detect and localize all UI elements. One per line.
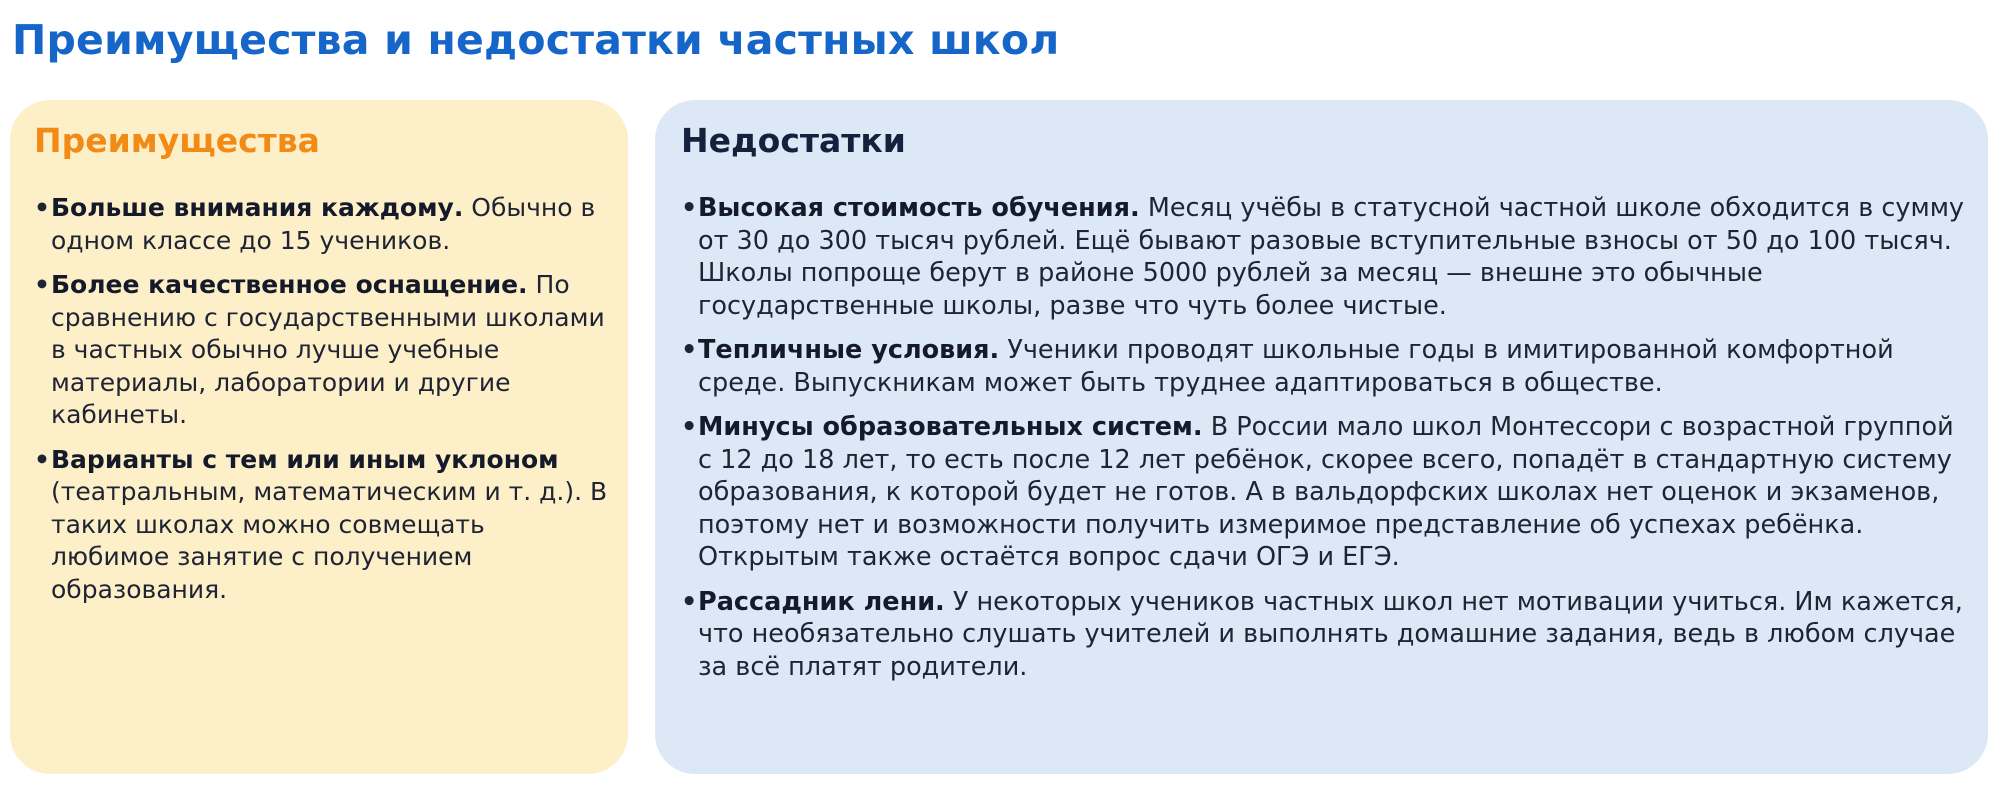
pros-heading: Преимущества (34, 121, 320, 160)
pros-item (34, 192, 610, 257)
item-text: (театральным, математическим и т. д.). В таких школах можно совмещать любимое занятие с получением образования. (51, 477, 608, 604)
bullet-icon: • (681, 586, 698, 617)
item-text: Месяц учёбы в статусной частной школе обходится в сумму от 30 до 300 тысяч рублей. Ещё бывают разовые вступительные взносы от 50 до 100 тысяч. Школы попроще берут в районе 5000 рублей за месяц — внешне это обычные государственные школы, разве что чуть более чистые. (698, 193, 1965, 321)
item-text: У некоторых учеников частных школ нет мотивации учиться. Им кажется, что необязательно слушать учителей и выполнять домашние задания, ведь в любом случае за всё платят родители. (698, 586, 1963, 682)
bullet-icon: • (681, 335, 698, 365)
item-text: Ученики проводят школьные годы в имитированной комфортной среде. Выпускникам может быть труднее адаптироваться в обществе. (698, 335, 1894, 398)
cons-item (681, 192, 1970, 322)
cons-heading: Недостатки (681, 121, 906, 160)
cons-item (681, 334, 1970, 399)
pros-item (34, 269, 610, 432)
cons-item (681, 411, 1970, 574)
item-lead: Тепличные условия. (698, 335, 1000, 365)
bullet-icon: • (34, 270, 50, 299)
item-lead: Минусы образовательных систем. (698, 412, 1203, 442)
bullet-icon: • (681, 412, 698, 442)
page-title: Преимущества и недостатки частных школ (12, 16, 1060, 64)
cons-item (681, 586, 1970, 684)
pros-card (10, 100, 628, 774)
pros-item (34, 444, 610, 607)
item-text: В России мало школ Монтессори с возрастной группой с 12 до 18 лет, то есть после 12 лет ребёнок, скорее всего, попадёт в стандартную систему образования, к которой будет не готов. А в вальдорфских школах нет оценок и экзаменов, поэтому нет и возможности получить измеримое представление об успехах ребёнка. Открытым также остаётся вопрос сдачи ОГЭ и ЕГЭ. (698, 412, 1954, 572)
bullet-icon: • (34, 193, 50, 222)
bullet-icon: • (681, 193, 698, 223)
bullet-icon: • (34, 444, 50, 474)
item-text: Обычно в одном классе до 15 учеников. (51, 193, 596, 255)
item-text: По сравнению с государственными школами в частных обычно лучше учебные материалы, лаборатории и другие кабинеты. (51, 270, 605, 429)
cons-card (655, 100, 1988, 774)
item-lead: Варианты с тем или иным уклоном (51, 444, 559, 474)
item-lead: Высокая стоимость обучения. (698, 193, 1140, 223)
item-lead: Более качественное оснащение. (51, 270, 528, 299)
item-lead: Рассадник лени. (698, 586, 945, 617)
item-lead: Больше внимания каждому. (51, 193, 464, 222)
